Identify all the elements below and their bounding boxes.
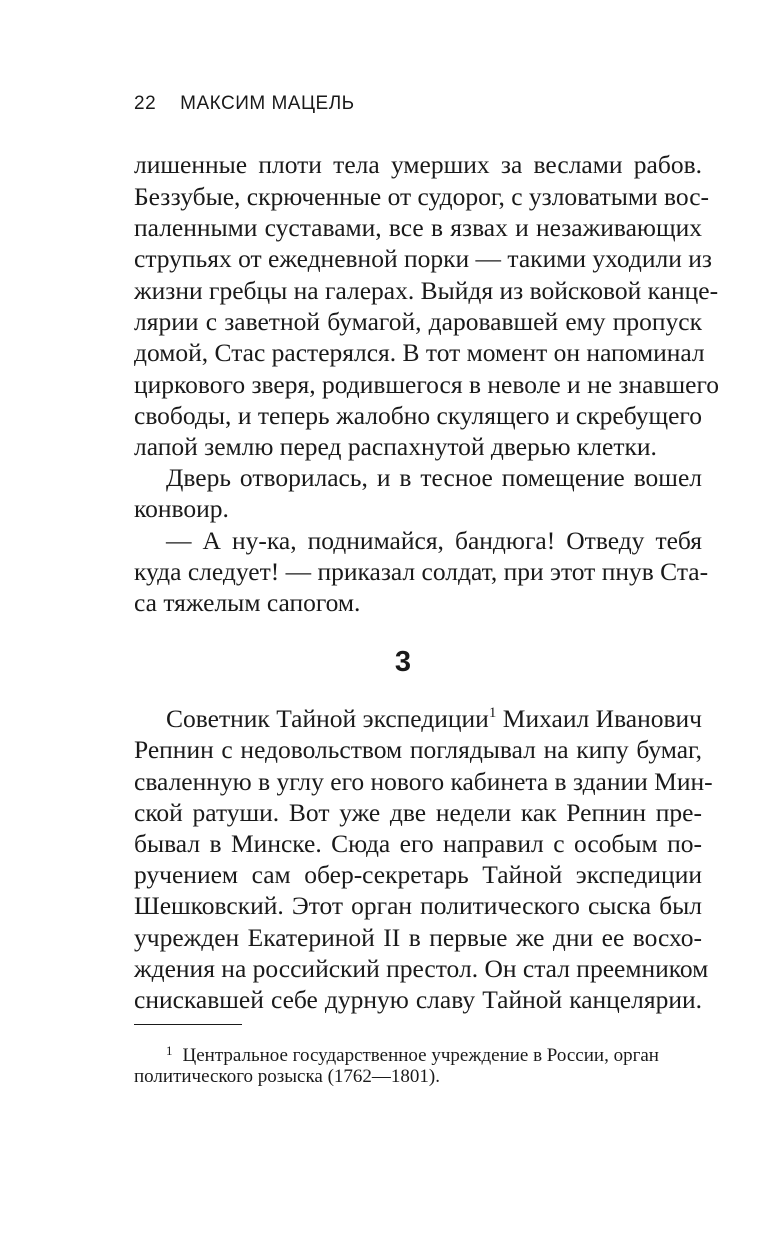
- text-line: ждения на российский престол. Он стал преемником: [134, 954, 709, 983]
- text-line: свободы, и теперь жалобно скулящего и скребущего: [134, 401, 702, 430]
- text-line: паленными суставами, все в язвах и незаживающих: [134, 213, 702, 242]
- text-line: снискавшей себе дурную славу Тайной канцелярии.: [134, 985, 702, 1014]
- text-segment: Михаил Иванович: [496, 704, 702, 733]
- text-line: лапой землю перед распахнутой дверью клетки.: [134, 432, 657, 461]
- text-line: Шешковский. Этот орган политического сыска был: [134, 891, 702, 920]
- footnote-line: политического розыска (1762—1801).: [134, 1066, 441, 1087]
- text-line: куда следует! — приказал солдат, при этот пнув Ста-: [134, 557, 709, 586]
- text-line: [166, 704, 702, 734]
- text-line: учрежден Екатериной II в первые же дни ее восхо-: [134, 923, 702, 952]
- text-line: конвоир.: [134, 494, 229, 523]
- text-line: домой, Стас растерялся. В тот момент он напоминал: [134, 338, 705, 367]
- footnote-reference[interactable]: 1: [488, 705, 497, 721]
- chapter-number: 3: [394, 646, 412, 678]
- text-line: Репнин с недовольством поглядывал на кипу бумаг,: [134, 735, 702, 764]
- footnote-mark: 1: [166, 1043, 173, 1058]
- footnote-text: Центральное государственное учреждение в России, орган: [182, 1045, 659, 1066]
- footnote-divider: [134, 1024, 242, 1025]
- text-line: бывал в Минске. Сюда его направил с особым по-: [134, 829, 702, 858]
- text-line: ручением сам обер-секретарь Тайной экспедиции: [134, 860, 702, 889]
- running-head-author: МАКСИМ МАЦЕЛЬ: [180, 93, 355, 114]
- text-line: лишенные плоти тела умерших за веслами рабов.: [134, 150, 702, 179]
- text-line: — А ну-ка, поднимайся, бандюга! Отведу тебя: [166, 526, 702, 555]
- text-line: са тяжелым сапогом.: [134, 588, 361, 617]
- text-line: лярии с заветной бумагой, даровавшей ему пропуск: [134, 307, 702, 336]
- text-line: Беззубые, скрюченные от судорог, с узловатыми вос-: [134, 182, 710, 211]
- text-line: Дверь отворилась, и в тесное помещение вошел: [166, 463, 702, 492]
- text-line: струпьях от ежедневной порки — такими уходили из: [134, 244, 713, 273]
- running-head: [134, 93, 355, 115]
- text-line: сваленную в углу его нового кабинета в здании Мин-: [134, 767, 713, 796]
- text-line: циркового зверя, родившегося в неволе и не знавшего: [134, 370, 720, 399]
- text-line: жизни гребцы на галерах. Выйдя из войсковой канце-: [134, 276, 719, 305]
- text-line: ской ратуши. Вот уже две недели как Репнин пре-: [134, 798, 702, 827]
- page-number: 22: [134, 93, 157, 114]
- text-segment: Советник Тайной экспедиции: [166, 704, 489, 733]
